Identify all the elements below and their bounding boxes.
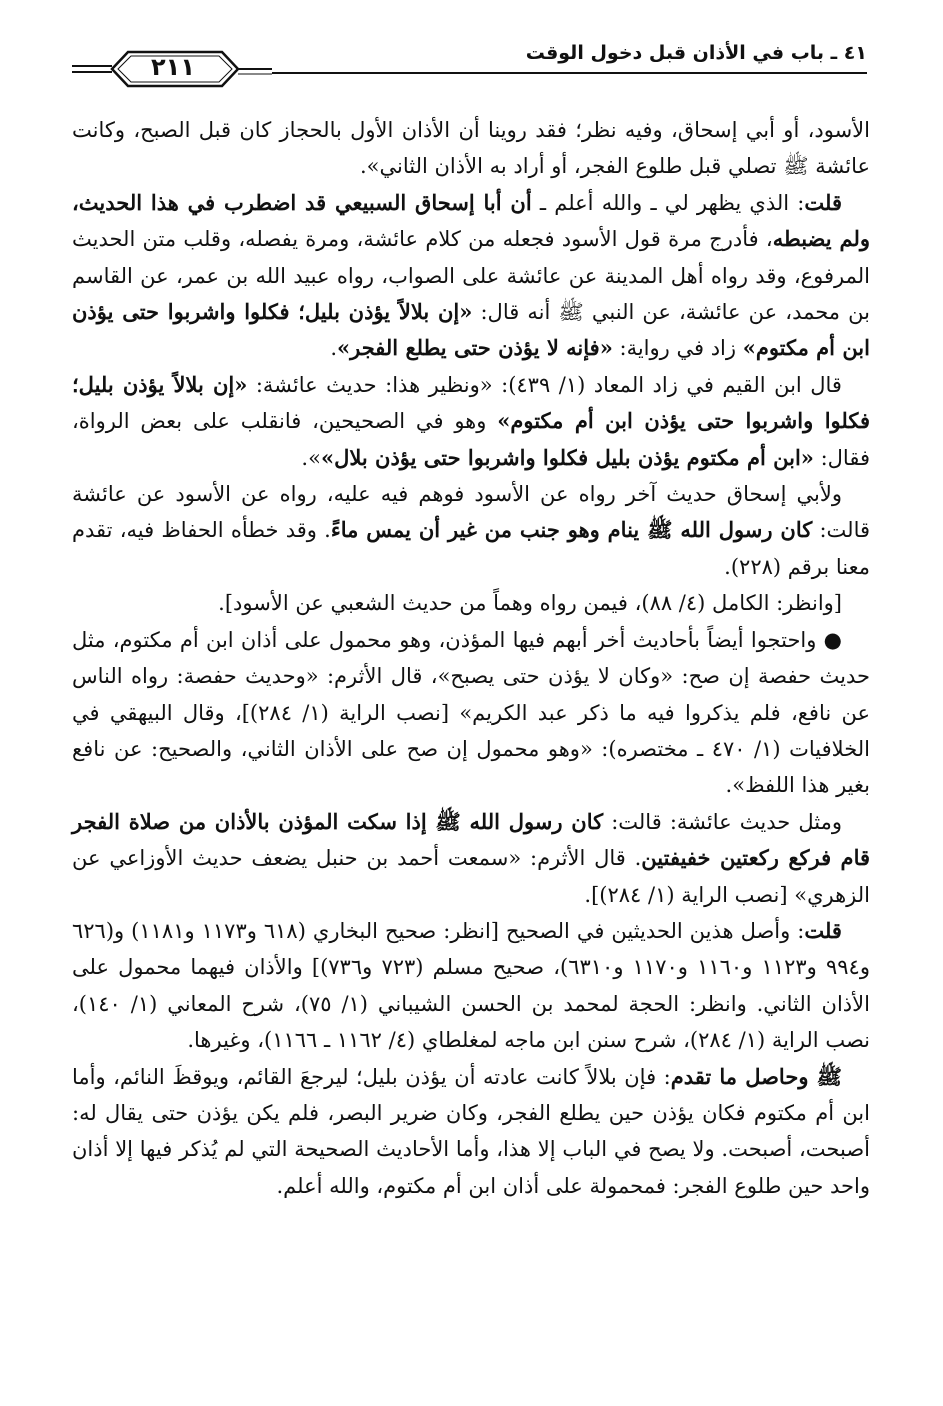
text-segment: ومثل حديث عائشة: قالت:	[603, 809, 842, 834]
bold-text-segment: ﷺ وحاصل ما تقدم	[670, 1063, 842, 1089]
text-segment: الأسود، أو أبي إسحاق، وفيه نظر؛ فقد روينا أن الأذان الأول بالحجاز كان قبل الصبح، وكانت عائشة ﷺ تصلي قبل طلوع الفجر، أو أراد به الأذان الثاني».	[72, 118, 870, 179]
text-segment: ولأبي إسحاق حديث آخر رواه عن الأسود فوهم فيه عليه، رواه عن الأسود عن عائشة قالت:	[72, 482, 871, 543]
page-body	[72, 112, 870, 1204]
bold-text-segment: «فإنه لا يؤذن حتى يطلع الفجر»	[337, 335, 613, 361]
bold-text-segment: أن أبا إسحاق السبيعي قد اضطرب في هذا الحديث، ولم يضبطه	[72, 189, 870, 252]
text-segment: . وقد خطأه الحفاظ فيه، تقدم معنا برقم (٢٢٨).	[72, 518, 870, 579]
bold-text-segment: «إن بلالاً يؤذن بليل؛ فكلوا واشربوا حتى يؤذن ابن أم مكتوم»	[72, 371, 870, 434]
text-segment: .	[330, 336, 338, 361]
bold-text-segment: قلت	[804, 917, 842, 943]
text-segment: وهو في الصحيحين، فانقلب على بعض الرواة، فقال:	[72, 409, 870, 470]
text-segment: : فإن بلالاً كانت عادته أن يؤذن بليل؛ ليرجعَ القائم، ويوقظَ النائم، وأما ابن أم مكتوم فكان يؤذن حين يطلع الفجر، وكان ضرير البصر، فلم يكن يؤذن حتى يقال له: أصبحت، أصبحت. ولا يصح في الباب إلا هذا، وأما الأحاديث الصحيحة التي لم يُذكر فيها إلا أذان واحد حين طلوع الفجر: فمحمولة على أذان ابن أم مكتوم، والله أعلم.	[72, 1064, 870, 1198]
bold-text-segment: كان رسول الله ﷺ إذا سكت المؤذن بالأذان من صلاة الفجر قام فركع ركعتين خفيفتين	[72, 808, 871, 871]
bold-text-segment: «ابن أم مكتوم يؤذن بليل فكلوا واشربوا حتى يؤذن بلال»	[320, 444, 814, 470]
paragraph	[72, 804, 870, 913]
text-segment: . قال الأثرم: «سمعت أحمد بن حنبل يضعف حديث الأوزاعي عن الزهري» [نصب الراية (١/ ٢٨٤)].	[72, 846, 870, 907]
paragraph	[72, 476, 870, 585]
text-segment: قال ابن القيم في زاد المعاد (١/ ٤٣٩): «ونظير هذا: حديث عائشة:	[247, 372, 842, 397]
paragraph	[72, 585, 870, 621]
text-segment: : وأصل هذين الحديثين في الصحيح [انظر: صحيح البخاري (٦١٨ و١١٧٣ و١١٨١) و(٦٢٦ و٩٩٤ و١١٢٣ و١١٦٠ و١١٧٠ و٦٣١٠)، صحيح مسلم (٧٢٣ و٧٣٦)] والأذان فيهما محمول على الأذان الثاني. وانظر: الحجة لمحمد بن الحسن الشيباني (١/ ٧٥)، شرح المعاني (١/ ١٤٠)، نصب الراية (١/ ٢٨٤)، شرح سنن ابن ماجه لمغلطاي (٤/ ١١٦٢ ـ ١١٦٦)، وغيرها.	[72, 918, 870, 1053]
paragraph	[72, 913, 870, 1059]
paragraph	[72, 112, 870, 185]
page-header	[72, 38, 867, 102]
paragraph	[72, 367, 870, 476]
text-segment: ».	[301, 445, 321, 470]
text-segment: زاد في رواية:	[612, 336, 743, 361]
paragraph	[72, 185, 870, 367]
chapter-title: ٤١ ـ باب في الأذان قبل دخول الوقت	[525, 42, 867, 64]
bold-text-segment: قلت	[804, 189, 842, 215]
text-segment: : الذي يظهر لي ـ والله أعلم ـ	[531, 190, 805, 215]
bold-text-segment: «إن بلالاً يؤذن بليل؛ فكلوا واشربوا حتى يؤذن ابن أم مكتوم»	[72, 299, 870, 361]
page-number: ٢١١	[151, 53, 195, 81]
bold-text-segment: كان رسول الله ﷺ ينام وهو جنب من غير أن يمس ماءً	[330, 517, 813, 543]
text-segment: ● واحتجوا أيضاً بأحاديث أخر أبهم فيها المؤذن، وهو محمول على أذان ابن أم مكتوم، مثل حديث حفصة إن صح: «وكان لا يؤذن حتى يصبح»، قال الأثرم: «وحديث حفصة: رواه الناس عن نافع، فلم يذكروا فيه ما ذكر عبد الكريم» [نصب الراية (١/ ٢٨٤)]، وقال البيهقي في الخلافيات (١/ ٤٧٠ ـ مختصره): «وهو محمول إن صح على الأذان الثاني، والصحيح: عن نافع بغير هذا اللفظ».	[72, 627, 871, 798]
paragraph	[72, 1059, 870, 1205]
paragraph	[72, 622, 870, 804]
text-segment: ، فأدرج مرة قول الأسود فجعله من كلام عائشة، ومرة يفصله، وقلب متن الحديث المرفوع، وقد رواه أهل المدينة عن عائشة على الصواب، رواه عبيد الله بن عمر، عن القاسم بن محمد، عن عائشة، عن النبي ﷺ أنه قال:	[72, 227, 870, 325]
text-segment: [وانظر: الكامل (٤/ ٨٨)، فيمن رواه وهماً من حديث الشعبي عن الأسود].	[218, 591, 842, 616]
header-rule	[272, 72, 867, 74]
